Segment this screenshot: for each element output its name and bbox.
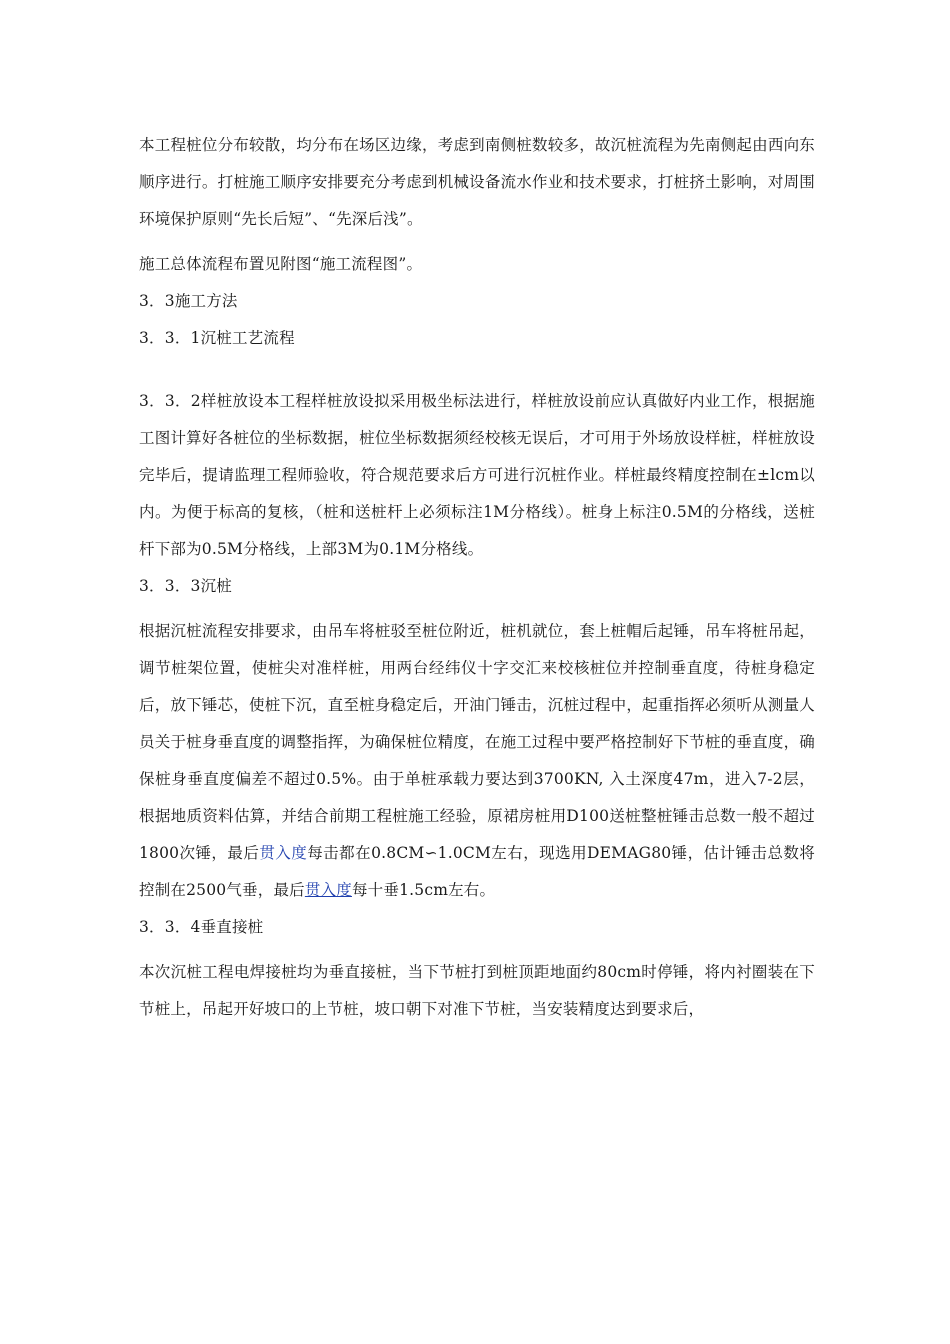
paragraph-flow-reference: 施工总体流程布置见附图“施工流程图”。 (139, 255, 423, 273)
pile-sinking-text-a: 根据沉桩流程安排要求，由吊车将桩驳至桩位附近，桩机就位，套上桩帽后起锤，吊车将桩吊起，调节桩架位置，使桩尖对准样桩，用两台经纬仪十字交汇来校核桩位并控制垂直度，待桩身稳定后，放下锤芯，使桩下沉，直至桩身稳定后，开油门锤击，沉桩过程中，起重指挥必须听从测量人员关于桩身垂直度的调整指挥，为确保桩位精度，在施工过程中要严格控制好下节桩的垂直度，确保桩身垂直度偏差不超过0.5%。由于单桩承载力要达到3700KN, 入土深度47m，进入7-2层，根据地质资料估算，并结合前期工程桩施工经验，原裙房桩用D100送桩整桩锤击总数一般不超过1800次锤，最后 (139, 622, 815, 862)
heading-construction-method: 3．3施工方法 (139, 292, 238, 310)
paragraph-sample-pile-setting: 3．3．2样桩放设本工程样桩放设拟采用极坐标法进行，样桩放设前应认真做好内业工作，根据施工图计算好各桩位的坐标数据，桩位坐标数据须经校核无误后，才可用于外场放设样桩，样桩放设完毕后，提请监理工程师验收，符合规范要求后方可进行沉桩作业。样桩最终精度控制在±lcm以内。为便于标高的复核，（桩和送桩杆上必须标注1M分格线）。桩身上标注0.5M的分格线，送桩杆下部为0.5M分格线，上部3M为0.1M分格线。 (139, 392, 815, 558)
penetration-link-1[interactable]: 贯入度 (259, 844, 308, 862)
heading-vertical-splice: 3．3．4垂直接桩 (139, 918, 264, 936)
heading-pile-sinking: 3．3．3沉桩 (139, 577, 232, 595)
pile-sinking-text-c: 每十垂1.5cm左右。 (351, 881, 496, 899)
paragraph-vertical-splice: 本次沉桩工程电焊接桩均为垂直接桩，当下节桩打到桩顶距地面约80cm时停锤，将内衬圈装在下节桩上，吊起开好坡口的上节桩，坡口朝下对准下节桩，当安装精度达到要求后， (139, 963, 815, 1018)
paragraph-pile-sequence: 本工程桩位分布较散，均分布在场区边缘，考虑到南侧桩数较多，故沉桩流程为先南侧起由西向东顺序进行。打桩施工顺序安排要充分考虑到机械设备流水作业和技术要求，打桩挤土影响，对周围环境保护原则“先长后短”、“先深后浅”。 (139, 136, 815, 228)
document-page (139, 127, 815, 1028)
paragraph-pile-sinking (139, 613, 815, 909)
pile-sinking-text-b: 每击都在0.8CM∽1.0CM左右，现选用DEMAG80锤，估计锤击总数将控制在2500气垂，最后 (139, 844, 816, 899)
penetration-link-2[interactable]: 贯入度 (304, 881, 352, 899)
heading-pile-process-flow: 3．3．1沉桩工艺流程 (139, 329, 295, 347)
